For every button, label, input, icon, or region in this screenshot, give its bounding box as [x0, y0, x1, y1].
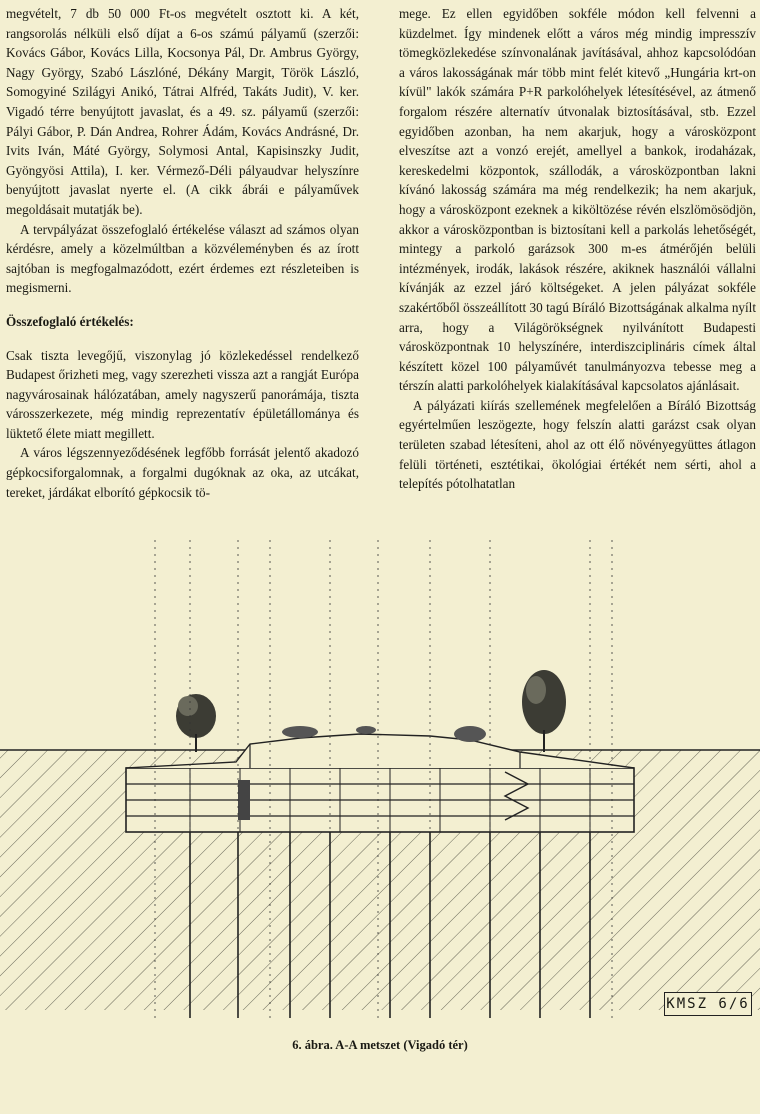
drawing-stamp: KMSZ 6/6 [664, 992, 752, 1016]
left-text-column [6, 4, 359, 502]
left-paragraph-2: A tervpályázat összefoglaló értékelése választ ad számos olyan kérdésre, amely a közelmúltban a közvéleményben és az írott sajtóban is megfogalmazódott, ezért érdemes ezt részleteiben is megismerni. [6, 221, 359, 296]
right-text-column [399, 4, 756, 494]
right-paragraph-1: mege. Ez ellen egyidőben sokféle módon kell felvenni a küzdelmet. Így mindenek előtt a város még mindig impresszív tömegközlekedése színvonalának javításával, ahhoz kapcsolódóan a város lakosságának már több mint felét kitevő „Hungária krt-on kívül" lakók számára P+R parkolóhelyek létesítésével, az átmenő forgalom részére alternatív útvonalak biztosításával, stb. Ezzel egyidőben azonban, ha nem akarjuk, hogy a városközpont elveszítse azt a vonzó erejét, amellyel a bankok, irodaházak, kereskedelmi központok, szállodák, a városközpontban lakni kívánó lakosság számára ma még rendelkezik; ha nem akarjuk, hogy a városközpont ezeknek a kiköltözése révén elszlömösödjön, akkor a városközpontban is biztosítani kell a parkolás lehetőségét, mintegy a parkoló garázsok 300 m-es átmérőjén belüli intézmények, irodák, lakások részére, akiknek használói vállalni kívánják az ezzel járó költségeket. A jelen pályázat sokféle szakértőből összeállított 30 tagú Bíráló Bizottságának alkalma nyílt arra, hogy a Világörökségnek nyilvánított Budapesti városközpontnak 10 helyszínére, interdiszciplináris címek által készített közel 100 pályaművét tanulmányozva tebesse meg a térszín alatti parkolóhelyek kialakításával kapcsolatos ajánlásait. [399, 6, 756, 394]
tree-right [522, 670, 566, 752]
left-paragraph-4: A város légszennyeződésének legfőbb forrását jelentő akadozó gépkocsiforgalomnak, a forgalmi dugóknak az oka, az utcákat, tereket, járdákat elborító gépkocsik tö- [6, 445, 359, 500]
left-paragraph-1: megvételt, 7 db 50 000 Ft-os megvételt osztott ki. A két, rangsorolás nélküli első díjat a 6-os számú pályamű (szerzői: Kovács Gábor, Kovács Lilla, Kocsonya Pál, Dr. Ambrus György, Nagy György, Szabó Lászlóné, Dékány Margit, Török László, Somogyiné Szilágyi Anikó, Tátrai Alfréd, Takáts Judit), V. ker. Vigadó térre benyújtott javaslat, és a 49. sz. pályamű (szerzői: Pályi Gábor, P. Dán Andrea, Rohrer Ádám, Kovács Andrásné, Dr. Ivits Iván, Máté György, Solymosi Antal, Kapisinszky Judit, Gyöngyösi Attila), I. ker. Vérmező-Déli pályaudvar helyszínre benyújtott javaslat nyerte el. (A cikk ábrái e pályaművek megoldásait mutatják be). [6, 6, 359, 217]
right-paragraph-2: A pályázati kiírás szellemének megfelelően a Bíráló Bizottság egyértelműen leszögezte, hogy felszín alatti garázst csak olyan területen szabad létesíteni, ahol az ott élő növényegyüttes átlagon felüli történeti, esztétikai, ökológiai értékét nem sérti, ahol a telepítés pótolhatatlan [399, 397, 756, 492]
figure-caption: 6. ábra. A-A metszet (Vigadó tér) [292, 1038, 468, 1052]
tree-left [176, 694, 216, 752]
section-heading: Összefoglaló értékelés: [6, 313, 134, 329]
section-drawing [0, 540, 760, 1040]
left-paragraph-3: Csak tiszta levegőjű, viszonylag jó közlekedéssel rendelkező Budapest őrizheti meg, vagy szerezheti vissza azt a rangját Európa nagyvárosainak hálózatában, amely nagyszerű panorámája, tiszta városszerkezete, még mindig reprezentatív épületállománya és lüktető élete miatt megillett. [6, 347, 359, 441]
